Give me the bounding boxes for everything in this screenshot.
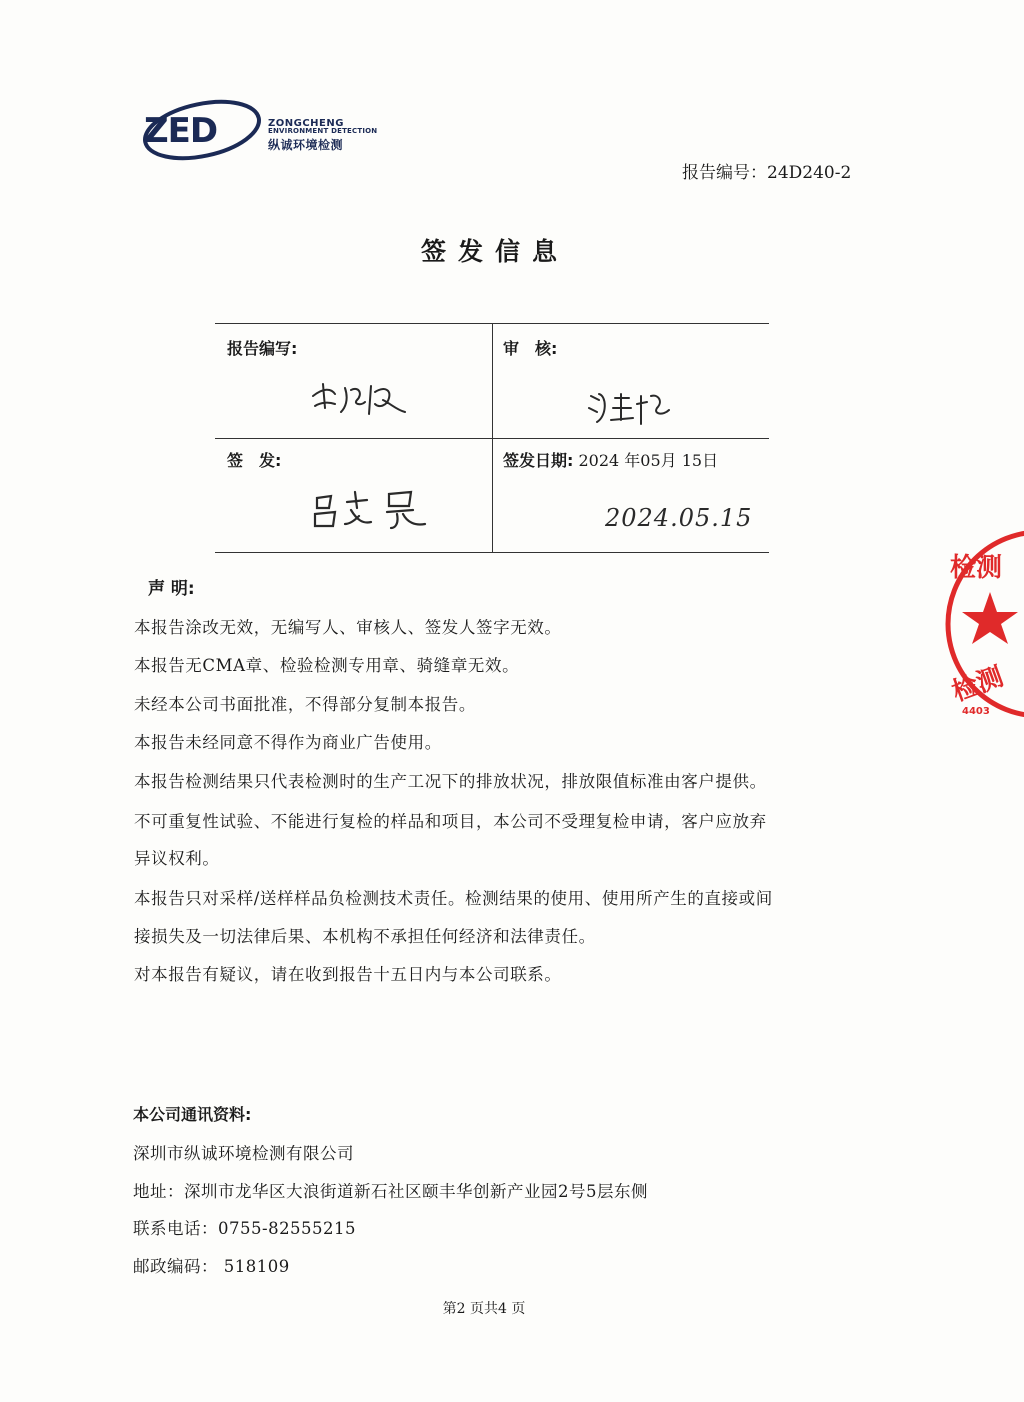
page-number: 第2 页共4 页 [442,1301,526,1317]
issue-date-value: 2024 年05月 15日 [578,451,719,470]
company-postcode: 邮政编码： 518109 [133,1257,290,1276]
statement-line: 未经本公司书面批准，不得部分复制本报告。 [134,695,476,714]
company-address: 地址：深圳市龙华区大浪街道新石社区颐丰华创新产业园2号5层东侧 [133,1182,648,1201]
issue-date-label: 签发日期: [503,451,574,470]
seal-stamp-icon [940,520,1024,730]
statement-line: 异议权利。 [134,849,220,868]
table-divider-horizontal [215,438,769,439]
statement-line: 本报告无CMA章、检验检测专用章、骑缝章无效。 [134,656,520,675]
page-title: 签发信息 [420,237,569,266]
author-label: 报告编写: [227,339,298,358]
svg-text:2024.05.15: 2024.05.15 [605,504,753,532]
statement-line: 接损失及一切法律后果、本机构不承担任何经济和法律责任。 [134,927,596,946]
svg-text:4403: 4403 [962,706,990,717]
issuer-label: 签 发: [227,451,282,470]
reviewer-signature [585,386,675,430]
statement-line: 本报告涂改无效，无编写人、审核人、签发人签字无效。 [134,618,562,637]
statement-line: 本报告只对采样/送样样品负检测技术责任。检测结果的使用、使用所产生的直接或间 [134,889,773,908]
svg-text:检测: 检测 [948,661,1008,708]
company-name: 深圳市纵诚环境检测有限公司 [133,1144,354,1163]
company-phone: 联系电话：0755-82555215 [133,1219,357,1238]
statement-line: 本报告检测结果只代表检测时的生产工况下的排放状况，排放限值标准由客户提供。 [134,772,767,791]
handwritten-issue-date [603,500,753,534]
company-logo [140,96,400,166]
signoff-table [215,323,769,553]
issuer-signature [307,484,437,534]
report-number: 报告编号：24D240-2 [682,163,852,183]
statement-line: 对本报告有疑议，请在收到报告十五日内与本公司联系。 [134,965,562,984]
statement-line: 不可重复性试验、不能进行复检的样品和项目，本公司不受理复检申请，客户应放弃 [134,812,767,831]
logo-en-line1: ZONGCHENG [268,118,344,129]
official-seal [940,520,1024,730]
statement-heading: 声 明: [148,579,195,599]
contact-heading: 本公司通讯资料: [133,1105,252,1124]
svg-text:检测: 检测 [950,553,1003,583]
logo-en-line2: ENVIRONMENT DETECTION [268,127,378,135]
zed-logo-mark [140,96,270,166]
logo-cn-name: 纵诚环境检测 [268,138,344,152]
issue-date-row [503,448,718,471]
reviewer-label: 审 核: [503,339,558,358]
author-signature [305,374,415,424]
logo-brand-text: ZED [144,111,218,151]
statement-line: 本报告未经同意不得作为商业广告使用。 [134,733,442,752]
